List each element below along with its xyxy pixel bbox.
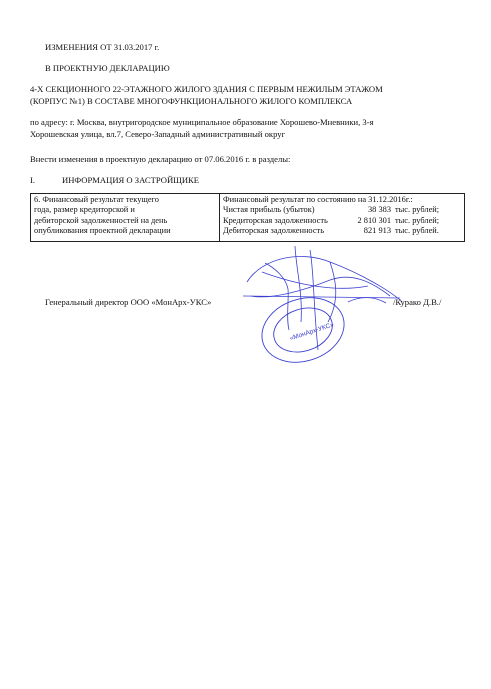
- address-line-2: Хорошевская улица, вл.7, Северо-Западный административный округ: [30, 129, 286, 139]
- financial-unit: тыс. рублей.: [395, 226, 439, 236]
- left-cell-line: года, размер кредиторской и: [34, 205, 135, 215]
- financial-label: Кредиторская задолженность: [223, 215, 328, 225]
- financial-header: Финансовый результат по состоянию на 31.12.2016г.:: [223, 195, 413, 204]
- intro-text: Внести изменения в проектную декларацию от 07.06.2016 г. в разделы:: [30, 154, 291, 164]
- svg-text:«МонАрх-УКС»: «МонАрх-УКС»: [289, 321, 335, 343]
- section-title: ИНФОРМАЦИЯ О ЗАСТРОЙЩИКЕ: [62, 175, 200, 185]
- financial-label: Дебиторская задолженность: [223, 226, 325, 236]
- handwritten-signature: [243, 246, 402, 350]
- declaration-heading: В ПРОЕКТНУЮ ДЕКЛАРАЦИЮ: [45, 63, 170, 73]
- title-line-2: (КОРПУС №1) В СОСТАВЕ МНОГОФУНКЦИОНАЛЬНОГО ЖИЛОГО КОМПЛЕКСА: [30, 96, 353, 106]
- address-line-1: по адресу: г. Москва, внутригородское муниципальное образование Хорошево-Мневники, 3-я: [30, 117, 374, 127]
- left-cell-line: 6. Финансовый результат текущего: [34, 195, 159, 204]
- financial-value: 2 810 301: [357, 215, 391, 225]
- financial-unit: тыс. рублей;: [395, 215, 440, 225]
- financial-value: 821 913: [363, 226, 391, 236]
- financial-label: Чистая прибыль (убыток): [223, 205, 315, 215]
- left-cell-line: дебиторской задолженностей на день: [34, 215, 168, 225]
- section-number: I.: [30, 175, 36, 185]
- title-line-1: 4-Х СЕКЦИОННОГО 22-ЭТАЖНОГО ЖИЛОГО ЗДАНИЯ С ПЕРВЫМ НЕЖИЛЫМ ЭТАЖОМ: [30, 84, 383, 94]
- signer-position: Генеральный директор ООО «МонАрх-УКС»: [45, 297, 212, 307]
- financial-unit: тыс. рублей;: [395, 205, 440, 215]
- left-cell-line: опубликования проектной декларации: [34, 226, 171, 236]
- signer-name: /Курако Д.В./: [393, 297, 442, 307]
- changes-date: ИЗМЕНЕНИЯ ОТ 31.03.2017 г.: [45, 42, 160, 52]
- financial-value: 38 383: [367, 205, 391, 215]
- stamp-seal: [253, 288, 352, 373]
